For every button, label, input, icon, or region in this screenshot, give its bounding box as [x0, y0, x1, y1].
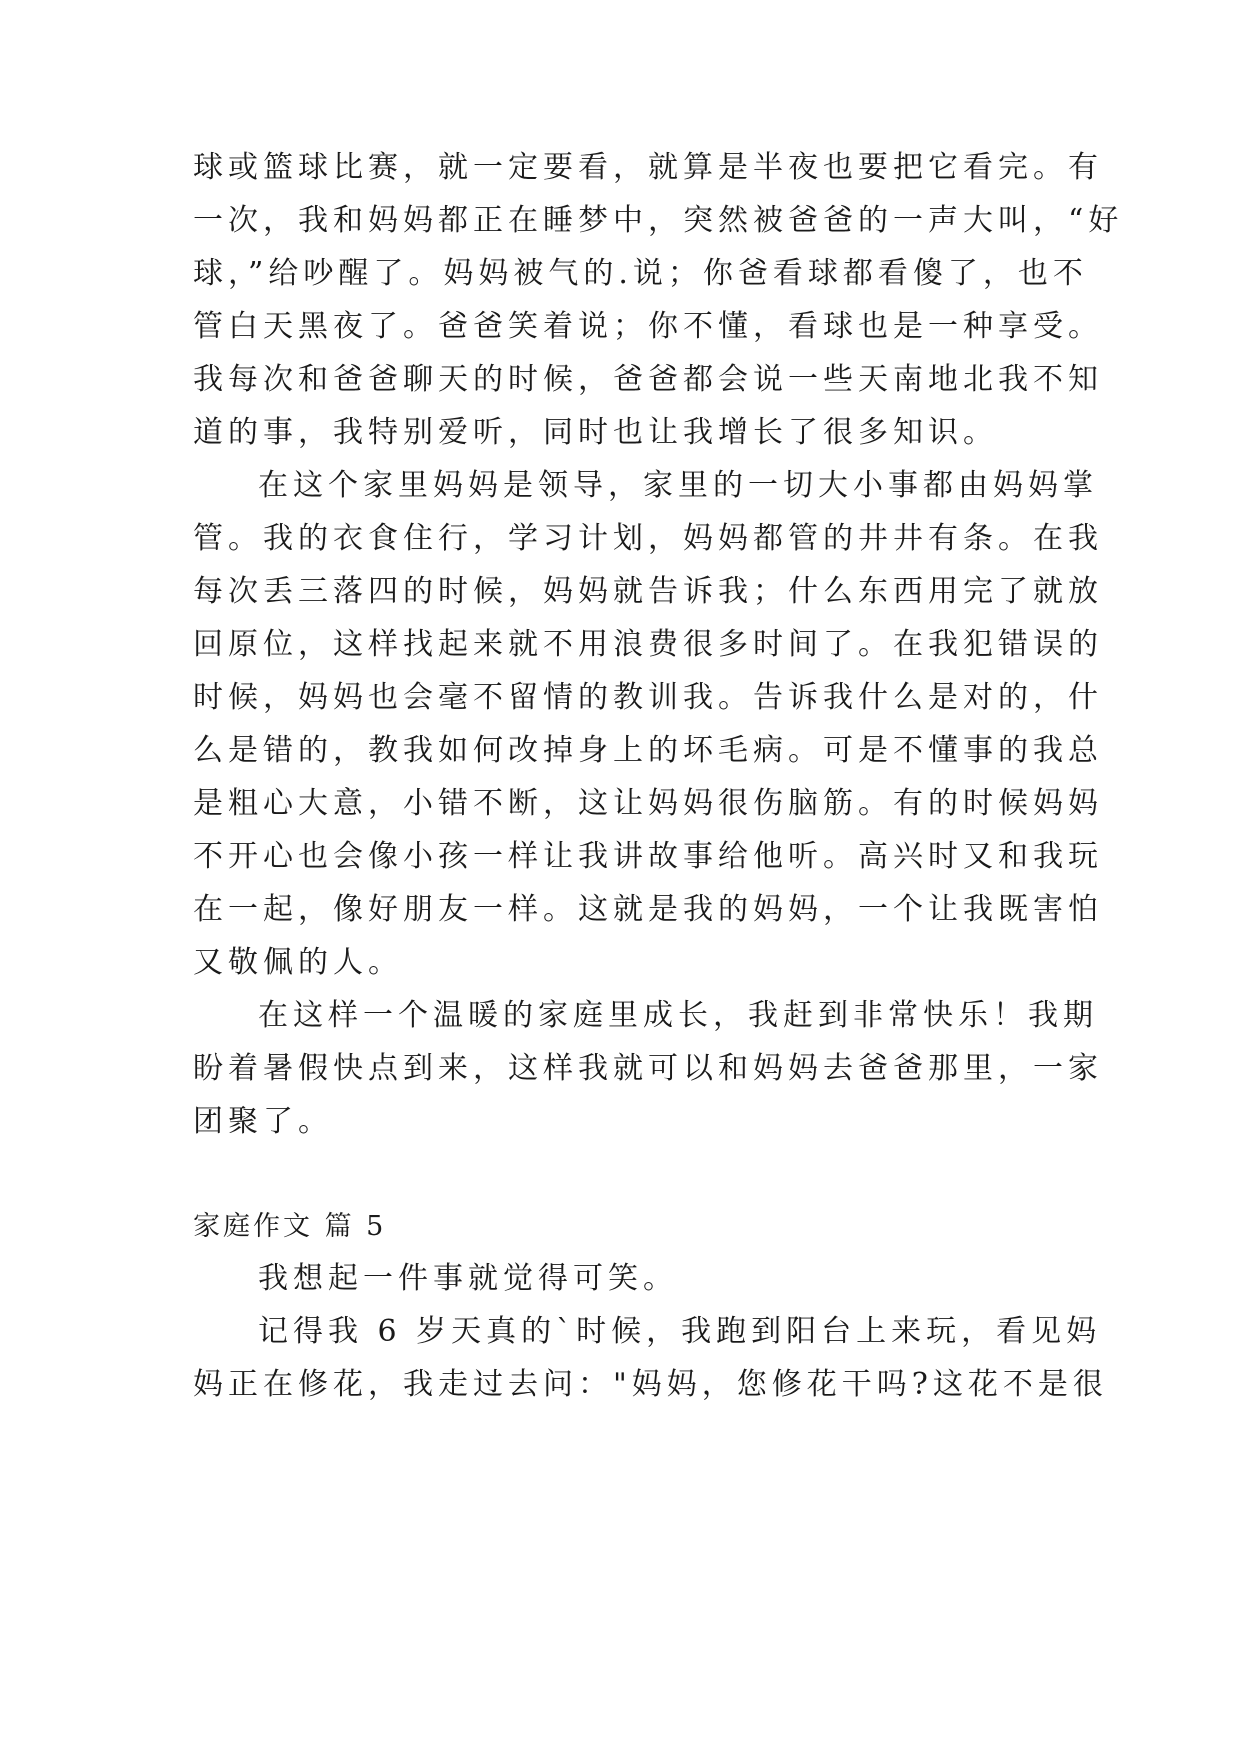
text-line: 一次，我和妈妈都正在睡梦中，突然被爸爸的一声大叫，“好: [193, 203, 1124, 238]
text-line: 每次丢三落四的时候，妈妈就告诉我；什么东西用完了就放: [193, 574, 1103, 609]
paragraph-first-line: 记得我 6 岁天真的`时候，我跑到阳台上来玩，看见妈: [258, 1314, 1102, 1349]
text-line: 球，”给吵醒了。妈妈被气的.说；你爸看球都看傻了，也不: [193, 256, 1088, 291]
paragraph-first-line: 在这个家里妈妈是领导，家里的一切大小事都由妈妈掌: [258, 468, 1098, 503]
text-line: 管。我的衣食住行，学习计划，妈妈都管的井井有条。在我: [193, 521, 1103, 556]
text-line: 又敬佩的人。: [193, 945, 403, 980]
text-line: 在一起，像好朋友一样。这就是我的妈妈，一个让我既害怕: [193, 892, 1103, 927]
text-line: 球或篮球比赛，就一定要看，就算是半夜也要把它看完。有: [193, 150, 1103, 185]
text-line: 回原位，这样找起来就不用浪费很多时间了。在我犯错误的: [193, 627, 1103, 662]
text-line: 盼着暑假快点到来，这样我就可以和妈妈去爸爸那里，一家: [193, 1051, 1103, 1086]
paragraph-first-line: 我想起一件事就觉得可笑。: [258, 1261, 678, 1296]
text-line: 团聚了。: [193, 1104, 333, 1139]
text-line: 管白天黑夜了。爸爸笑着说；你不懂，看球也是一种享受。: [193, 309, 1103, 344]
text-line: 道的事，我特别爱听，同时也让我增长了很多知识。: [193, 415, 998, 450]
text-line: 么是错的，教我如何改掉身上的坏毛病。可是不懂事的我总: [193, 733, 1103, 768]
text-line: 妈正在修花，我走过去问："妈妈，您修花干吗?这花不是很: [193, 1367, 1108, 1402]
text-line: 不开心也会像小孩一样让我讲故事给他听。高兴时又和我玩: [193, 839, 1103, 874]
text-line: 是粗心大意，小错不断，这让妈妈很伤脑筋。有的时候妈妈: [193, 786, 1103, 821]
text-line: 我每次和爸爸聊天的时候，爸爸都会说一些天南地北我不知: [193, 362, 1103, 397]
section-heading: 家庭作文 篇 5: [193, 1211, 387, 1242]
text-line: 时候，妈妈也会毫不留情的教训我。告诉我什么是对的，什: [193, 680, 1103, 715]
paragraph-first-line: 在这样一个温暖的家庭里成长，我赶到非常快乐！我期: [258, 998, 1098, 1033]
